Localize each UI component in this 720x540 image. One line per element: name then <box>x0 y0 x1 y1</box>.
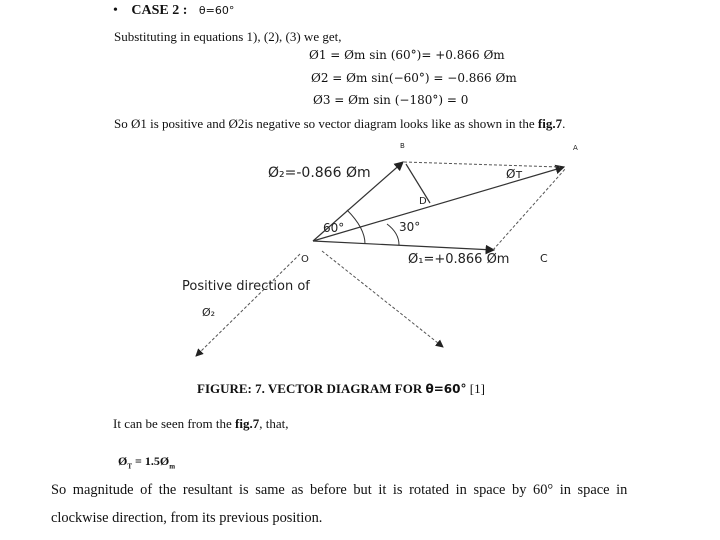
case-theta: θ=60° <box>198 4 235 17</box>
phi2-label: Ø₂=-0.866 Øm <box>268 165 371 181</box>
conclusion-line-1: So magnitude of the resultant is same as before but it is rotated in space by 60° in space in <box>51 482 628 498</box>
caption-citation: [1] <box>466 381 485 396</box>
result-rhs-sub: m <box>169 462 176 471</box>
seen-figure-reference: fig.7 <box>235 416 260 431</box>
positive-direction-label: Positive direction of <box>182 279 310 294</box>
result-lhs-sub: T <box>127 462 133 471</box>
seen-end: , that, <box>259 416 289 431</box>
equation-3: Ø3 = Øm sin (−180°) = 0 <box>313 93 469 107</box>
positive-phi2-direction <box>196 254 300 356</box>
caption-text: FIGURE: 7. VECTOR DIAGRAM FOR <box>197 381 426 396</box>
statement-body: So Ø1 is positive and Ø2is negative so vector diagram looks like as shown in the <box>114 116 538 131</box>
angle-60-label: 60° <box>323 221 345 235</box>
caption-theta: θ=60° <box>425 382 467 396</box>
figure-caption <box>197 381 485 397</box>
seen-text <box>113 416 288 432</box>
result-formula <box>118 454 175 470</box>
phiT-label: Øт <box>506 167 523 181</box>
point-a-label: A <box>573 144 578 152</box>
figure-reference: fig.7 <box>537 116 563 131</box>
case-label: CASE 2 : <box>131 3 188 18</box>
seen-body: It can be seen from the <box>113 416 236 431</box>
angle-30-arc <box>387 224 399 245</box>
result-lhs: Ø <box>118 454 128 468</box>
conclusion-line-2: clockwise direction, from its previous position. <box>51 510 323 526</box>
point-d-label: D <box>419 196 427 207</box>
b-to-a-dashed <box>404 162 560 167</box>
point-b-label: B <box>400 142 405 150</box>
point-c-label: C <box>540 252 548 265</box>
intro-text: Substituting in equations 1), (2), (3) we get, <box>114 29 342 44</box>
result-mid: = 1.5Ø <box>132 454 170 468</box>
c-to-a-dashed <box>493 168 566 250</box>
bullet: • <box>113 3 118 18</box>
equation-1: Ø1 = Øm sin (60°)= +0.866 Øm <box>309 48 505 62</box>
angle-30-label: 30° <box>399 220 421 234</box>
point-o-label: O <box>301 254 309 265</box>
equation-2: Ø2 = Øm sin(−60°) = −0.866 Øm <box>311 71 517 85</box>
positive-direction-symbol: Ø₂ <box>202 306 216 319</box>
phi1-vector <box>313 241 494 250</box>
statement-end: . <box>562 116 566 131</box>
phi1-label: Ø₁=+0.866 Øm <box>408 252 510 267</box>
